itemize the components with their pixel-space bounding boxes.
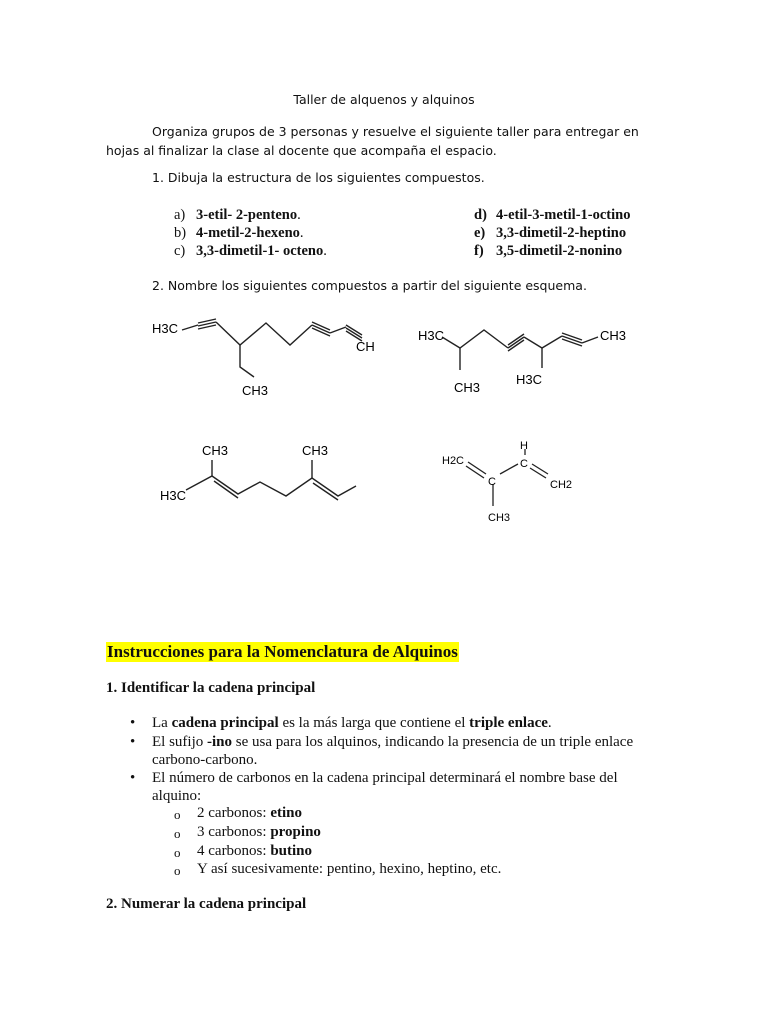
structure-4: [440, 440, 590, 530]
s3-top-2-label: CH3: [302, 443, 329, 458]
s4-left-label: H2C: [442, 455, 465, 467]
s1-bottom-label: CH3: [242, 383, 269, 398]
sub-bullet: o: [174, 845, 181, 860]
sub-item-2: 3 carbonos: propino: [197, 824, 321, 840]
s3-top-1-label: CH3: [202, 443, 229, 458]
s2-right-label: CH3: [600, 328, 627, 343]
sub-item-1: 2 carbonos: etino: [197, 805, 302, 821]
option-e: e) 3,3-dimetil-2-heptino: [474, 225, 627, 241]
question-1: 1. Dibuja la estructura de los siguientes compuestos.: [152, 170, 485, 185]
bullet-3: El número de carbonos en la cadena principal determinará el nombre base del alquino:: [152, 770, 618, 804]
s2-left-label: H3C: [418, 328, 445, 343]
option-b: b) 4-metil-2-hexeno.: [174, 225, 304, 241]
s2-bottom-2-label: H3C: [516, 372, 543, 387]
options-left: [174, 206, 327, 260]
s1-right-label: CH: [356, 339, 375, 354]
sub-bullet: o: [174, 807, 181, 822]
bullet-1: La cadena principal es la más larga que contiene el triple enlace.: [152, 715, 552, 731]
s4-bottom-label: CH3: [488, 512, 511, 524]
option-d: d) 4-etil-3-metil-1-octino: [474, 207, 631, 223]
structure-1: [150, 305, 390, 405]
bullet-dot: •: [130, 715, 136, 731]
option-c: c) 3,3-dimetil-1- octeno.: [174, 243, 327, 259]
s4-top-h-label: H: [520, 440, 528, 452]
step-2-heading: 2. Numerar la cadena principal: [106, 896, 307, 912]
bullet-2: El sufijo -ino se usa para los alquinos, indicando la presencia de un triple enlace carbono-carbono.: [152, 734, 634, 768]
s2-bottom-1-label: CH3: [454, 380, 481, 395]
structure-3: [158, 438, 368, 518]
s4-top-c-label: C: [520, 458, 528, 470]
structure-2: [412, 312, 642, 402]
page-title: Taller de alquenos y alquinos: [293, 92, 475, 107]
s3-left-label: H3C: [160, 488, 187, 503]
sub-item-4: Y así sucesivamente: pentino, hexino, heptino, etc.: [197, 861, 502, 877]
s4-center-label: C: [488, 476, 496, 488]
step-1-heading: 1. Identificar la cadena principal: [106, 680, 316, 696]
sub-bullet: o: [174, 863, 181, 878]
s1-left-label: H3C: [152, 321, 179, 336]
option-a: a) 3-etil- 2-penteno.: [174, 207, 301, 223]
intro-paragraph: Organiza grupos de 3 personas y resuelve el siguiente taller para entregar en hojas al finalizar la clase al docente que acompaña el espacio.: [106, 124, 639, 158]
s4-right-label: CH2: [550, 479, 573, 491]
sub-item-3: 4 carbonos: butino: [197, 843, 313, 859]
bullet-dot: •: [130, 770, 136, 786]
options-right: [474, 206, 630, 260]
bullet-dot: •: [130, 734, 136, 750]
option-f: f) 3,5-dimetil-2-nonino: [474, 243, 623, 259]
question-2: 2. Nombre los siguientes compuestos a partir del siguiente esquema.: [152, 278, 587, 293]
instructions-heading: Instrucciones para la Nomenclatura de Alquinos: [107, 642, 458, 661]
sub-bullet: o: [174, 826, 181, 841]
